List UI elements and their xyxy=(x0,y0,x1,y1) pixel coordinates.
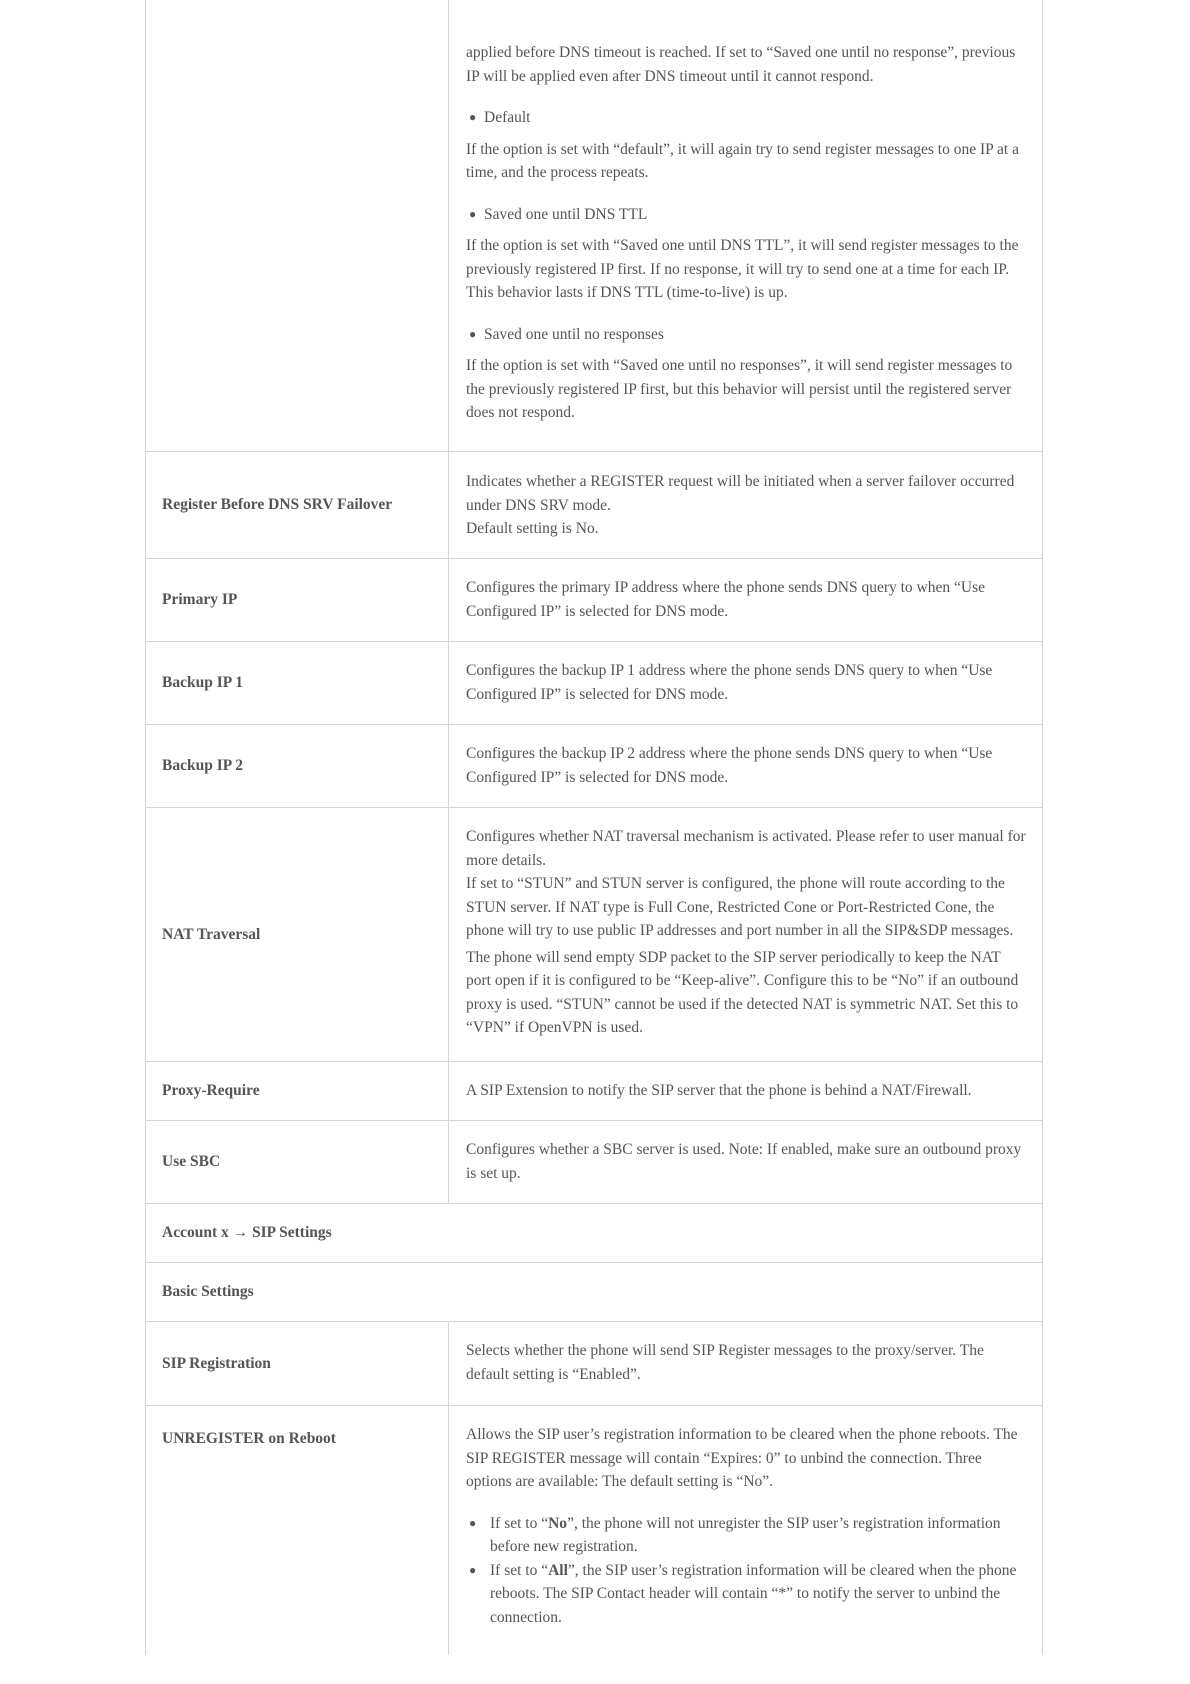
section-header-account: Account x → SIP Settings xyxy=(146,1204,1042,1263)
settings-table xyxy=(145,0,1043,1655)
row-label: Backup IP 1 xyxy=(146,642,449,724)
row-description: A SIP Extension to notify the SIP server that the phone is behind a NAT/Firewall. xyxy=(466,1082,972,1099)
row-label: SIP Registration xyxy=(146,1322,449,1405)
row-label: Register Before DNS SRV Failover xyxy=(146,452,449,558)
table-row xyxy=(146,1121,1042,1204)
row-description: Configures whether a SBC server is used. Note: If enabled, make sure an outbound proxy is set up. xyxy=(466,1141,1022,1182)
table-row xyxy=(146,1406,1042,1655)
row-description: Configures the primary IP address where the phone sends DNS query to when “Use Configured IP” is selected for DNS mode. xyxy=(466,579,985,620)
row-label: Use SBC xyxy=(146,1121,449,1203)
row-description: Indicates whether a REGISTER request will be initiated when a server failover occurred under DNS SRV mode. Default setting is No. xyxy=(466,473,1015,537)
row-label: Primary IP xyxy=(146,559,449,641)
table-row xyxy=(146,808,1042,1062)
description-text: If the option is set with “Saved one until DNS TTL”, it will send register messages to the previously registered IP first. If no response, it will try to send one at a time for each IP. This behavior lasts if DNS TTL (time-to-live) is up. xyxy=(466,237,1019,301)
list-item: ● If set to “All”, the SIP user’s registration information will be cleared when the phone reboots. The SIP Contact header will contain “*” to notify the server to unbind the connection. xyxy=(466,1559,1026,1630)
list-item: ● Saved one until no responses xyxy=(466,323,1026,347)
table-row xyxy=(146,0,1042,452)
row-label: NAT Traversal xyxy=(146,808,449,1061)
table-row xyxy=(146,1322,1042,1406)
row-label: UNREGISTER on Reboot xyxy=(146,1406,449,1655)
bullet-icon: ● xyxy=(469,326,477,341)
row-label: Backup IP 2 xyxy=(146,725,449,807)
bullet-icon: ● xyxy=(469,1515,477,1530)
row-description: Allows the SIP user’s registration information to be cleared when the phone reboots. The SIP REGISTER message will contain “Expires: 0” to unbind the connection. Three options are available: The default setting is “No”. ● If set to “No”, the phone will not unregister the SIP user’s registration information before new registration. ● If set to “All”, the SIP user’s registration information will be cleared when the phone reboots. The SIP Contact header will contain “*” to notify the server to unbind the connection. xyxy=(449,1406,1042,1655)
list-item: ● Saved one until DNS TTL xyxy=(466,203,1026,227)
table-row xyxy=(146,642,1042,725)
description-text: applied before DNS timeout is reached. If set to “Saved one until no response”, previous IP will be applied even after DNS timeout until it cannot respond. xyxy=(466,44,1016,85)
list-item: ● If set to “No”, the phone will not unregister the SIP user’s registration information before new registration. xyxy=(466,1512,1026,1559)
row-description xyxy=(449,0,1042,451)
table-row xyxy=(146,559,1042,642)
table-row xyxy=(146,452,1042,559)
bullet-icon: ● xyxy=(469,1562,477,1577)
row-label-empty xyxy=(146,0,449,451)
table-row xyxy=(146,1062,1042,1121)
row-description: Selects whether the phone will send SIP Register messages to the proxy/server. The default setting is “Enabled”. xyxy=(466,1342,984,1383)
row-description: Configures the backup IP 1 address where the phone sends DNS query to when “Use Configured IP” is selected for DNS mode. xyxy=(466,662,993,703)
row-label: Proxy-Require xyxy=(146,1062,449,1120)
bullet-icon: ● xyxy=(469,110,477,124)
row-description: Configures whether NAT traversal mechanism is activated. Please refer to user manual for more details. If set to “STUN” and STUN server is configured, the phone will route according to the STUN server. If NAT type is Full Cone, Restricted Cone or Port-Restricted Cone, the phone will try to use public IP addresses and port number in all the SIP&SDP messages. The phone will send empty SDP packet to the SIP server periodically to keep the NAT port open if it is configured to be “Keep-alive”. Configure this to be “No” if an outbound proxy is used. “STUN” cannot be used if the detected NAT is symmetric NAT. Set this to “VPN” if OpenVPN is used. xyxy=(466,828,1026,1036)
list-item: ● Default xyxy=(466,106,1026,130)
row-description: Configures the backup IP 2 address where the phone sends DNS query to when “Use Configured IP” is selected for DNS mode. xyxy=(466,745,993,786)
section-header-basic: Basic Settings xyxy=(146,1263,1042,1322)
description-text: If the option is set with “Saved one until no responses”, it will send register messages to the previously registered IP first, but this behavior will persist until the registered server does not respond. xyxy=(466,357,1013,421)
table-row xyxy=(146,725,1042,808)
bullet-icon: ● xyxy=(469,206,477,221)
description-text: If the option is set with “default”, it will again try to send register messages to one IP at a time, and the process repeats. xyxy=(466,140,1019,181)
